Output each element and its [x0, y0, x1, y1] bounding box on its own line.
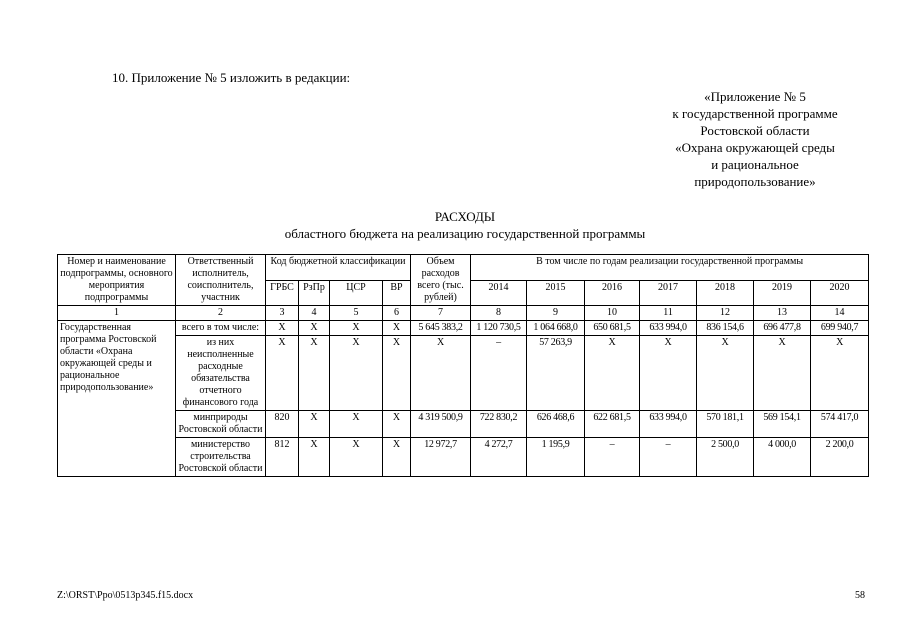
total-cell: 4 319 500,9 [411, 411, 471, 438]
code-cell: Х [330, 411, 383, 438]
column-index: 14 [811, 306, 869, 321]
year-cell: 574 417,0 [811, 411, 869, 438]
year-cell: 4 272,7 [471, 438, 527, 477]
appendix-line: «Приложение № 5 [704, 89, 806, 104]
code-cell: Х [299, 336, 330, 411]
header-year: 2017 [640, 280, 697, 306]
code-cell: Х [383, 336, 411, 411]
year-cell: 836 154,6 [697, 321, 754, 336]
code-cell: 820 [266, 411, 299, 438]
budget-table [57, 254, 869, 477]
program-name-cell: Государственная программа Ростовской области «Охрана окружающей среды и рациональное природопользование» [58, 321, 176, 477]
code-cell: Х [330, 336, 383, 411]
code-cell: 812 [266, 438, 299, 477]
heading-subtitle: областного бюджета на реализацию государственной программы [284, 226, 646, 241]
column-index: 11 [640, 306, 697, 321]
year-cell: – [640, 438, 697, 477]
year-cell: 2 500,0 [697, 438, 754, 477]
header-budget-code: Код бюджетной классификации [266, 255, 411, 281]
header-year: 2019 [754, 280, 811, 306]
intro-paragraph: 10. Приложение № 5 изложить в редакции: [112, 70, 351, 85]
column-index: 10 [585, 306, 640, 321]
code-cell: Х [299, 321, 330, 336]
column-index: 8 [471, 306, 527, 321]
year-cell: 626 468,6 [527, 411, 585, 438]
appendix-caption [630, 88, 880, 190]
code-cell: Х [299, 411, 330, 438]
year-cell: 2 200,0 [811, 438, 869, 477]
appendix-line: природопользование» [694, 174, 816, 189]
header-year: 2018 [697, 280, 754, 306]
year-cell: 696 477,8 [754, 321, 811, 336]
column-index: 5 [330, 306, 383, 321]
executor-cell: минприроды Ростовской области [176, 411, 266, 438]
column-index: 12 [697, 306, 754, 321]
table-heading [200, 208, 730, 242]
appendix-line: к государственной программе [672, 106, 838, 121]
header-year: 2016 [585, 280, 640, 306]
year-cell: Х [640, 336, 697, 411]
year-cell: Х [585, 336, 640, 411]
year-cell: 1 195,9 [527, 438, 585, 477]
year-cell: 57 263,9 [527, 336, 585, 411]
code-cell: Х [330, 321, 383, 336]
total-cell: 5 645 383,2 [411, 321, 471, 336]
column-index-row [58, 306, 869, 321]
header-by-years: В том числе по годам реализации государственной программы [471, 255, 869, 281]
code-cell: Х [266, 336, 299, 411]
code-cell: Х [383, 438, 411, 477]
column-index: 7 [411, 306, 471, 321]
column-index: 13 [754, 306, 811, 321]
year-cell: 1 120 730,5 [471, 321, 527, 336]
year-cell: 570 181,1 [697, 411, 754, 438]
code-cell: Х [330, 438, 383, 477]
year-cell: – [471, 336, 527, 411]
table-row [58, 336, 869, 411]
column-index: 1 [58, 306, 176, 321]
header-year: 2014 [471, 280, 527, 306]
executor-cell: министерство строительства Ростовской области [176, 438, 266, 477]
footer-file-path: Z:\ORST\Ppo\0513p345.f15.docx [57, 590, 194, 601]
total-cell: 12 972,7 [411, 438, 471, 477]
executor-cell: всего в том числе: [176, 321, 266, 336]
column-index: 4 [299, 306, 330, 321]
column-index: 3 [266, 306, 299, 321]
header-volume: Объем расходов всего (тыс. рублей) [411, 255, 471, 306]
header-rzpr: РзПр [299, 280, 330, 306]
appendix-line: и рациональное [711, 157, 799, 172]
year-cell: Х [811, 336, 869, 411]
total-cell: Х [411, 336, 471, 411]
code-cell: Х [383, 411, 411, 438]
appendix-line: «Охрана окружающей среды [675, 140, 835, 155]
year-cell: 4 000,0 [754, 438, 811, 477]
table-row [58, 438, 869, 477]
year-cell: 569 154,1 [754, 411, 811, 438]
year-cell: Х [697, 336, 754, 411]
table-row [58, 321, 869, 336]
column-index: 2 [176, 306, 266, 321]
year-cell: 722 830,2 [471, 411, 527, 438]
header-year: 2015 [527, 280, 585, 306]
header-number-name: Номер и наименование подпрограммы, основного мероприятия подпрограммы [58, 255, 176, 306]
year-cell: 633 994,0 [640, 321, 697, 336]
footer-page-number: 58 [855, 590, 865, 601]
header-vr: ВР [383, 280, 411, 306]
table-row [58, 411, 869, 438]
code-cell: Х [266, 321, 299, 336]
year-cell: 633 994,0 [640, 411, 697, 438]
appendix-line: Ростовской области [700, 123, 810, 138]
header-year: 2020 [811, 280, 869, 306]
executor-cell: из них неисполненные расходные обязательства отчетного финансового года [176, 336, 266, 411]
header-csr: ЦСР [330, 280, 383, 306]
year-cell: 1 064 668,0 [527, 321, 585, 336]
code-cell: Х [383, 321, 411, 336]
year-cell: – [585, 438, 640, 477]
year-cell: Х [754, 336, 811, 411]
header-executor: Ответственный исполнитель, соисполнитель, участник [176, 255, 266, 306]
column-index: 9 [527, 306, 585, 321]
year-cell: 650 681,5 [585, 321, 640, 336]
heading-title: РАСХОДЫ [434, 209, 496, 224]
column-index: 6 [383, 306, 411, 321]
header-grbs: ГРБС [266, 280, 299, 306]
year-cell: 699 940,7 [811, 321, 869, 336]
year-cell: 622 681,5 [585, 411, 640, 438]
code-cell: Х [299, 438, 330, 477]
